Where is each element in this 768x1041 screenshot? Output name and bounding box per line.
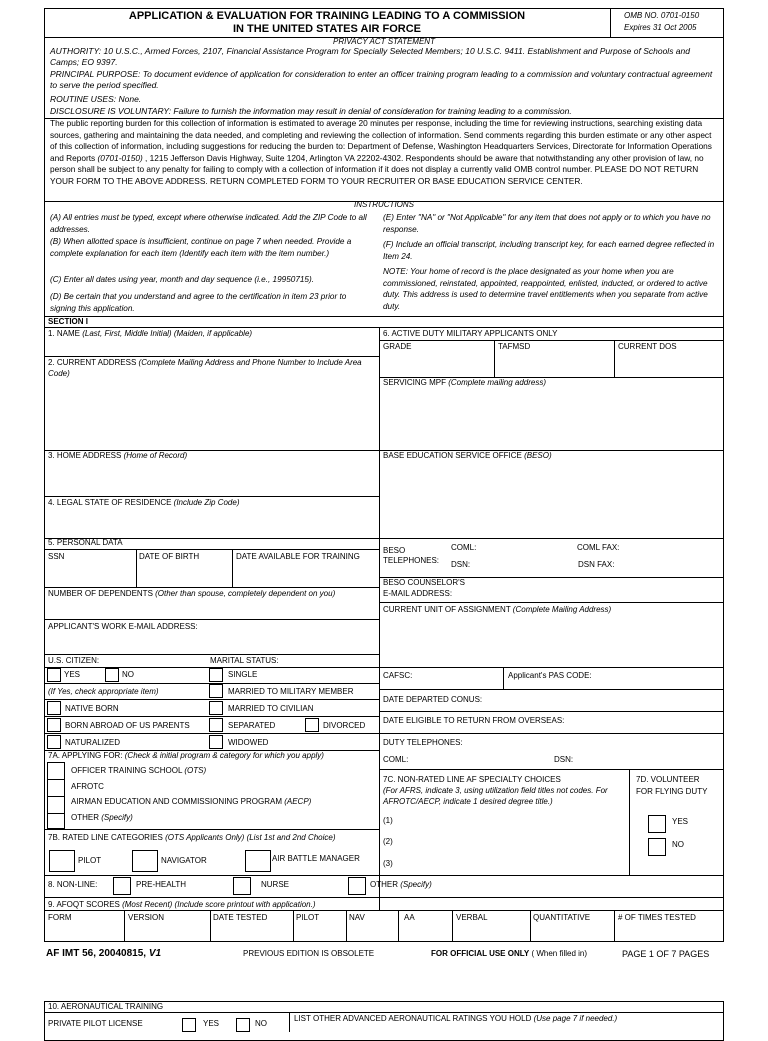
naturalized-checkbox[interactable] [47,735,61,749]
other-program-label [71,814,133,822]
item-9-rule [44,910,724,911]
afoqt-col-verbal: VERBAL [456,913,488,922]
page-number: PAGE 1 OF 7 PAGES [622,949,710,959]
page-2-divider [289,1012,290,1032]
divorced-label: DIVORCED [323,721,366,730]
instruction-f: (F) Include an official transcript, including transcript key, for each earned degree reflected in Item 24. [383,240,715,261]
cafsc-divider [503,667,504,689]
current-unit-label [383,606,611,614]
section-rule-top [44,316,724,317]
cafsc-label: CAFSC: [383,671,413,680]
item-6-label: 6. ACTIVE DUTY MILITARY APPLICANTS ONLY [383,329,558,338]
item-5-label: 5. PERSONAL DATA [48,538,123,547]
flying-duty-yes-label: YES [672,817,689,826]
afrotc-checkbox[interactable] [47,779,65,797]
fouo-marking [431,950,587,958]
navigator-label: NAVIGATOR [161,856,207,865]
citizen-yes-checkbox[interactable] [47,668,61,682]
ppl-yes-label: YES [203,1019,220,1028]
flying-duty-yes-checkbox[interactable] [648,815,666,833]
item-9-text: 9. AFOQT SCORES [48,900,123,909]
separated-checkbox[interactable] [209,718,223,732]
grade-field[interactable] [380,353,493,376]
beso-dsn-fax-label: DSN FAX: [578,560,615,569]
ots-abbr: (OTS) [184,766,207,775]
dob-label: DATE OF BIRTH [139,552,200,561]
form-title-line1: APPLICATION & EVALUATION FOR TRAINING LEADING TO A COMMISSION [128,10,526,22]
afoqt-col-form: FORM [48,913,72,922]
personal-row-rule [44,587,379,588]
abm-label: AIR BATTLE MANAGER [272,854,360,863]
citizen-no-label: NO [122,670,134,679]
native-born-checkbox[interactable] [47,701,61,715]
beso-counselor-email-field[interactable] [470,580,723,602]
item-6-rule [379,340,724,341]
separated-label: SEPARATED [228,721,276,730]
tafmsd-label: TAFMSD [498,342,531,351]
date-departed-label: DATE DEPARTED CONUS: [383,695,483,704]
privacy-principal-purpose: PRINCIPAL PURPOSE: To document evidence of application for consideration to enter an officer training program leading to a commission and voluntary contractual agreement to serve the period specified. [50,69,713,91]
item-1-hint: (Last, First, Middle Initial) (Maiden, if applicable) [82,329,253,338]
instruction-c: (C) Enter all dates using year, month and day sequence (i.e., 19950715). [50,275,314,284]
item-7a-label [48,752,324,760]
item-8-label: 8. NON-LINE: [48,880,98,889]
date-eligible-label: DATE ELIGIBLE TO RETURN FROM OVERSEAS: [383,716,565,725]
beso-coml-fax-label: COML FAX: [577,543,620,552]
current-unit-text: CURRENT UNIT OF ASSIGNMENT [383,605,513,614]
servicing-mpf-text: SERVICING MPF [383,378,449,387]
beso-label [383,452,552,460]
item-7d-label-2: FOR FLYING DUTY [636,787,708,796]
current-dos-field[interactable] [615,353,723,376]
beso-rule [379,538,724,539]
beso-dsn-label: DSN: [451,560,471,569]
dependents-field[interactable] [45,600,378,618]
other-nonline-label [370,881,432,889]
item-7d-divider [629,769,630,875]
aecp-checkbox[interactable] [47,796,65,814]
afsc-choice-3-field[interactable] [398,855,626,873]
item-4-text: 4. LEGAL STATE OF RESIDENCE [48,498,174,507]
omb-expiration: Expires 31 Oct 2005 [624,23,697,32]
duty-coml-label: COML: [383,755,409,764]
beso-telephones-label-2: TELEPHONES: [383,556,440,565]
nurse-label: NURSE [261,880,290,889]
ssn-field[interactable] [45,564,135,586]
divorced-checkbox[interactable] [305,718,319,732]
afsc-choice-1-field[interactable] [398,812,626,830]
ots-label [71,767,206,775]
marital-status-label: MARITAL STATUS: [210,656,279,665]
item-4-label [48,499,239,507]
married-military-checkbox[interactable] [209,684,223,698]
burden-omb-code: (0701-0150) [97,152,143,163]
work-email-label: APPLICANT'S WORK E-MAIL ADDRESS: [48,622,198,631]
cafsc-rule [379,689,724,690]
item-7b-hint: (OTS Applicants Only) (List 1st and 2nd Choice) [165,833,336,842]
privacy-act-heading: PRIVACY ACT STATEMENT [333,37,435,46]
section-1-heading: SECTION I [48,317,89,326]
item-1-text: 1. NAME [48,329,83,338]
ppl-no-checkbox[interactable] [236,1018,250,1032]
citizen-no-checkbox[interactable] [105,668,119,682]
us-citizen-label: U.S. CITIZEN: [48,656,100,665]
item-7-rule [44,875,724,876]
afrotc-label: AFROTC [71,782,104,791]
counselor-rule [379,602,724,603]
form-identifier [46,949,161,959]
ppl-no-label: NO [255,1019,267,1028]
item-2-text: 2. CURRENT ADDRESS [48,358,139,367]
afoqt-col-aa: AA [404,913,415,922]
beso-counselor-label-2: E-MAIL ADDRESS: [383,589,453,598]
beso-telephones-label-1: BESO [383,546,406,555]
previous-edition-note: PREVIOUS EDITION IS OBSOLETE [243,949,375,958]
item-8-rule [44,897,724,898]
work-email-field[interactable] [45,633,378,653]
ppl-yes-checkbox[interactable] [182,1018,196,1032]
dependents-label [48,590,335,598]
pre-health-checkbox[interactable] [113,877,131,895]
native-born-label: NATIVE BORN [65,704,119,713]
duty-telephones-label: DUTY TELEPHONES: [383,738,463,747]
pilot-choice-box[interactable] [49,850,75,872]
flying-duty-no-checkbox[interactable] [648,838,666,856]
dependents-rule [44,619,379,620]
single-label: SINGLE [228,670,258,679]
omb-divider [610,8,611,38]
born-abroad-checkbox[interactable] [47,718,61,732]
other-ratings-label [294,1015,617,1023]
instruction-note: NOTE: Your home of record is the place designated as your home when you are commissioned, reinstated, appointed, reappointed, enlisted, inducted, or ordered to active duty. This address is used to determine travel entitlements when you separate from active duty. [383,267,708,311]
item-7b-text: 7B. RATED LINE CATEGORIES [48,833,166,842]
name-field[interactable] [45,340,378,356]
current-unit-rule [379,667,724,668]
fouo-text: FOR OFFICIAL USE ONLY [431,949,530,958]
instruction-a: (A) All entries must be typed, except where otherwise indicated. Add the ZIP Code to all addresses. [50,213,367,234]
item-3-hint: (Home of Record) [123,451,188,460]
date-eligible-rule [379,733,724,734]
form-version: V1 [148,948,162,959]
item-4-hint: (Include Zip Code) [173,498,240,507]
current-dos-label: CURRENT DOS [618,342,677,351]
abm-choice-box[interactable] [245,850,271,872]
married-civilian-label: MARRIED TO CIVILIAN [228,704,314,713]
item-7c-hint: (For AFRS, indicate 3, using utilization field titles not codes. For AFROTC/AECP, indicate 1 desired degree title.) [383,786,608,806]
marital-rule-2 [44,699,379,700]
beso-coml-label: COML: [451,543,477,552]
privacy-disclosure: DISCLOSURE IS VOLUNTARY: Failure to furnish the information may result in denial of consideration for training leading to a commission. [50,106,572,116]
burden-text-2: , 1215 Jefferson Davis Highway, Suite 1204, Arlington VA 22202-4302. Respondents should be aware that notwithstanding any other provision of law, no person shall be subject to any penalty for failing to comply with a collection of information if it does not display a currently valid OMB control number. PLEASE DO NOT RETURN YOUR FORM TO THE ABOVE ADDRESS. RETURN COMPLETED FORM TO YOUR RECRUITER OR BASE EDUCATION SERVICE CENTER. [50,152,704,186]
pilot-label: PILOT [78,856,102,865]
born-abroad-label: BORN ABROAD OF US PARENTS [65,721,190,730]
afoqt-col-pilot: PILOT [296,913,320,922]
duty-dsn-label: DSN: [554,755,574,764]
beso-text: BASE EDUCATION SERVICE OFFICE [383,451,525,460]
item-7a-hint: (Check & initial program & category for which you apply) [124,751,324,760]
item-7a-rule [44,829,379,830]
afoqt-score-row[interactable] [45,924,723,941]
item-1-label [48,330,252,338]
servicing-mpf-label [383,379,546,387]
navigator-choice-box[interactable] [132,850,158,872]
item-9-hint: (Most Recent) (Include score printout with application.) [122,900,316,909]
date-available-label: DATE AVAILABLE FOR TRAINING [236,552,360,561]
privacy-routine-uses: ROUTINE USES: None. [50,94,142,104]
grade-label: GRADE [383,342,412,351]
burden-statement [50,118,720,187]
married-civilian-checkbox[interactable] [209,701,223,715]
pre-health-label: PRE-HEALTH [136,880,187,889]
item-2-hint: (Complete Mailing Address and Phone Number to Include Area Code) [48,358,362,378]
other-program-hint: (Specify) [101,813,133,822]
when-filled-text: ( When filled in) [529,949,588,958]
tafmsd-field[interactable] [495,353,613,376]
ppl-label: PRIVATE PILOT LICENSE [48,1019,143,1028]
item-7b-label [48,834,336,842]
if-yes-note: (If Yes, check appropriate item) [48,687,159,696]
widowed-label: WIDOWED [228,738,269,747]
flying-duty-no-label: NO [672,840,684,849]
omb-number: OMB NO. 0701-0150 [624,11,700,20]
section-1-rule [44,327,724,328]
other-nonline-checkbox[interactable] [348,877,366,895]
work-email-rule [44,654,379,655]
choice-3-label: (3) [383,859,393,868]
aecp-text: AIRMAN EDUCATION AND COMMISSIONING PROGRAM [71,797,285,806]
married-military-label: MARRIED TO MILITARY MEMBER [228,687,354,696]
ots-checkbox[interactable] [47,762,65,780]
current-unit-field[interactable] [380,616,723,666]
afoqt-col-quantitative: QUANTITATIVE [533,913,591,922]
other-program-checkbox[interactable] [47,813,65,829]
nurse-checkbox[interactable] [233,877,251,895]
marital-rule-3 [44,716,379,717]
other-program-text: OTHER [71,813,102,822]
current-unit-hint: (Complete Mailing Address) [512,605,612,614]
aecp-abbr: (AECP) [284,797,312,806]
item-7c-label: 7C. NON-RATED LINE AF SPECIALTY CHOICES [383,775,561,784]
form-id-text: AF IMT 56, 20040815, [46,948,149,959]
privacy-authority: AUTHORITY: 10 U.S.C., Armed Forces, 2107, Financial Assistance Program for Specially Selected Members; 10 U.S.C. 9411. Establishment and Purpose of Schools and Camps; EO 9397. [50,46,690,68]
item-3-text: 3. HOME ADDRESS [48,451,124,460]
item-10-rule [44,1012,724,1013]
ssn-label: SSN [48,552,65,561]
instructions-heading: INSTRUCTIONS [354,200,414,209]
beso-hint: (BESO) [524,451,552,460]
naturalized-label: NATURALIZED [65,738,120,747]
item-3-rule [44,496,379,497]
marital-rule-4 [44,733,379,734]
choice-2-label: (2) [383,837,393,846]
home-address-field[interactable] [45,462,378,496]
form-title-line2: IN THE UNITED STATES AIR FORCE [232,23,422,35]
item-7a-text: 7A. APPLYING FOR: [48,751,125,760]
burden-text-1: The public reporting burden for this collection of information is estimated to average 20 minutes per response, including the time for reviewing instructions, searching existing data sources, gathering and maintaining the data needed, and completing and reviewing the collection of information. Send comments regarding this burden estimate or any other aspect of this collection of information, including suggestions for reducing the burden to: Department of Defense, Washington Headquarters Services, Directorate for Information Operations and Reports [50,118,712,163]
afoqt-col-date-tested: DATE TESTED [213,913,268,922]
duty-tel-rule [379,769,724,770]
instruction-e: (E) Enter "NA" or "Not Applicable" for any item that does not apply or to which you have no response. [383,213,711,234]
widowed-checkbox[interactable] [209,735,223,749]
item-7d-label-1: 7D. VOLUNTEER [636,775,700,784]
dependents-text: NUMBER OF DEPENDENTS [48,589,156,598]
dob-field[interactable] [137,564,231,586]
legal-state-field[interactable] [45,509,378,537]
date-available-field[interactable] [233,564,378,586]
other-ratings-hint: (Use page 7 if needed.) [533,1014,618,1023]
single-checkbox[interactable] [209,668,223,682]
afoqt-col-times-tested: # OF TIMES TESTED [618,913,696,922]
choice-1-label: (1) [383,816,393,825]
dependents-hint: (Other than spouse, completely dependent on you) [155,589,336,598]
beso-field[interactable] [380,462,723,537]
current-address-field[interactable] [45,382,378,449]
afsc-choice-2-field[interactable] [398,833,626,851]
aecp-label [71,798,311,806]
servicing-mpf-hint: (Complete mailing address) [448,378,547,387]
item-10-label: 10. AERONAUTICAL TRAINING [48,1002,164,1011]
pas-code-label: Applicant's PAS CODE: [508,671,592,680]
afoqt-col-nav: NAV [349,913,365,922]
date-departed-rule [379,711,724,712]
beso-counselor-label-1: BESO COUNSELOR'S [383,578,465,587]
other-nonline-hint: (Specify) [400,880,432,889]
instruction-d: (D) Be certain that you understand and agree to the certification in item 23 prior to signing this application. [50,292,347,313]
other-ratings-text: LIST OTHER ADVANCED AERONAUTICAL RATINGS YOU HOLD [294,1014,534,1023]
instruction-b: (B) When allotted space is insufficient, continue on page 7 when needed. Provide a complete explanation for each item (Identify each item with the item number.) [50,237,352,258]
item-3-label [48,452,187,460]
citizen-yes-label: YES [64,670,81,679]
item-2-label [48,357,373,379]
other-nonline-text: OTHER [370,880,401,889]
item-5-rule [44,549,379,550]
afoqt-col-version: VERSION [128,913,165,922]
ots-text: OFFICER TRAINING SCHOOL [71,766,185,775]
servicing-mpf-field[interactable] [380,390,723,450]
item-9-label [48,901,316,909]
